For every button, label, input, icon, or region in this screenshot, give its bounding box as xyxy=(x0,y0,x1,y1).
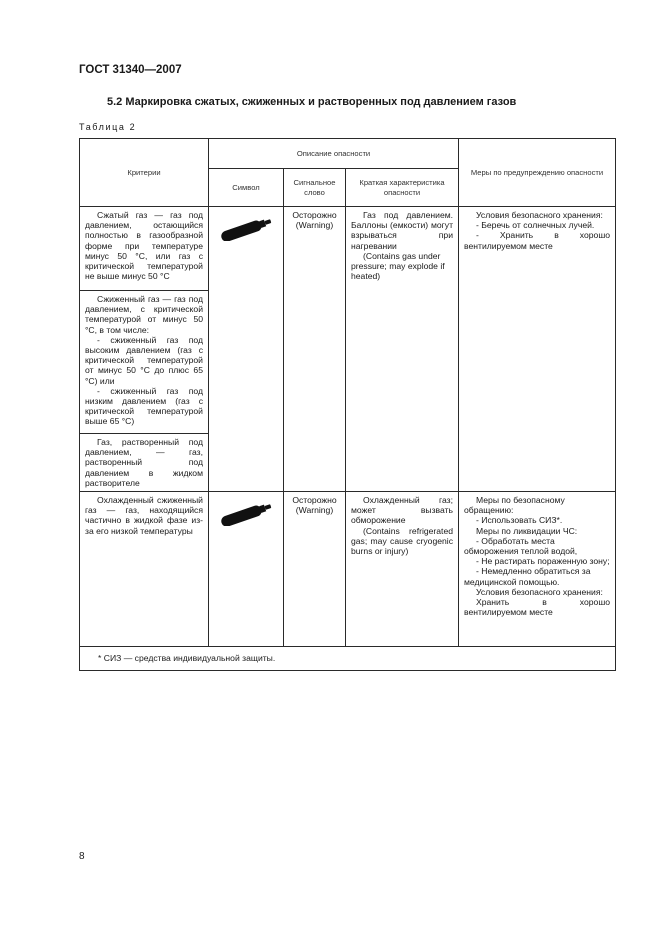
gas-cylinder-icon xyxy=(217,217,275,241)
precaution-item: Условия безопасного хранения: xyxy=(476,210,603,220)
description-cell xyxy=(346,492,459,647)
criteria-text: - сжиженный газ под низким давлением (газ с критической температурой выше 65 °С) xyxy=(85,385,203,427)
page-number: 8 xyxy=(79,851,85,862)
criteria-refrigerated-gas: Охлажденный сжиженный газ — газ, находящийся частично в жидкой фазе из-за его низкой температуры xyxy=(80,492,209,647)
hazard-table xyxy=(79,138,616,671)
precaution-item: Меры по безопасному обращению: xyxy=(464,495,565,516)
description-cell xyxy=(346,207,459,492)
section-title: 5.2 Маркировка сжатых, сжиженных и растворенных под давлением газов xyxy=(107,96,517,108)
description-text-en: (Contains gas under pressure; may explode if heated) xyxy=(351,250,445,282)
table-label: Таблица 2 xyxy=(79,122,137,132)
precaution-item: - Немедленно обратиться за медицинской помощью. xyxy=(464,566,591,587)
criteria-liquefied-gas xyxy=(80,291,209,434)
precaution-item: - Не растирать пораженную зону; xyxy=(476,556,610,567)
precaution-item: - Беречь от солнечных лучей. xyxy=(476,220,595,231)
gas-cylinder-icon xyxy=(217,502,275,526)
header-symbol: Символ xyxy=(209,169,284,207)
precaution-item: - Хранить в хорошо вентилируемом месте xyxy=(464,230,611,251)
description-text-en: (Contains refrigerated gas; may cause cryogenic burns or injury) xyxy=(351,525,454,557)
header-precautions: Меры по предупреждению опасности xyxy=(459,139,616,207)
precaution-item: Меры по ликвидации ЧС: xyxy=(476,525,578,536)
header-signal-word: Сигнальное слово xyxy=(284,169,346,207)
precaution-item: - Обработать места обморожения теплой водой, xyxy=(464,535,578,557)
precautions-cell xyxy=(459,207,616,492)
criteria-dissolved-gas: Газ, растворенный под давлением, — газ, растворенный под давлением в жидком растворителе xyxy=(80,434,209,492)
header-hazard-description: Описание опасности xyxy=(209,139,459,169)
header-criteria: Критерии xyxy=(80,139,209,207)
precaution-item: Хранить в хорошо вентилируемом месте xyxy=(464,597,611,618)
criteria-text: Сжиженный газ — газ под давлением, с критической температурой от минус 50 °С, в том числе: xyxy=(85,294,203,335)
criteria-compressed-gas: Сжатый газ — газ под давлением, остающийся полностью в газообразной форме при температуре минус 50 °С, или газ с критической температурой не выше минус 50 °С xyxy=(80,207,209,291)
precautions-cell xyxy=(459,492,616,647)
precaution-item: Условия безопасного хранения: xyxy=(476,586,603,597)
description-text: Охлажденный газ; может вызвать обморожение xyxy=(351,495,454,526)
signal-word-cell: Осторожно (Warning) xyxy=(284,207,346,492)
header-brief-description: Краткая характеристика опасности xyxy=(346,169,459,207)
signal-word-cell: Осторожно (Warning) xyxy=(284,492,346,647)
symbol-cell xyxy=(209,207,284,492)
footnote: * СИЗ — средства индивидуальной защиты. xyxy=(80,647,616,671)
precaution-item: - Использовать СИЗ*. xyxy=(476,515,563,526)
symbol-cell xyxy=(209,492,284,647)
criteria-text: - сжиженный газ под высоким давлением (газ с критической температурой от минус 50 °С до плюс 65 °С) или xyxy=(85,334,203,386)
document-code: ГОСТ 31340—2007 xyxy=(79,64,182,76)
description-text: Газ под давлением. Баллоны (емкости) могут взрываться при нагревании xyxy=(351,210,454,251)
